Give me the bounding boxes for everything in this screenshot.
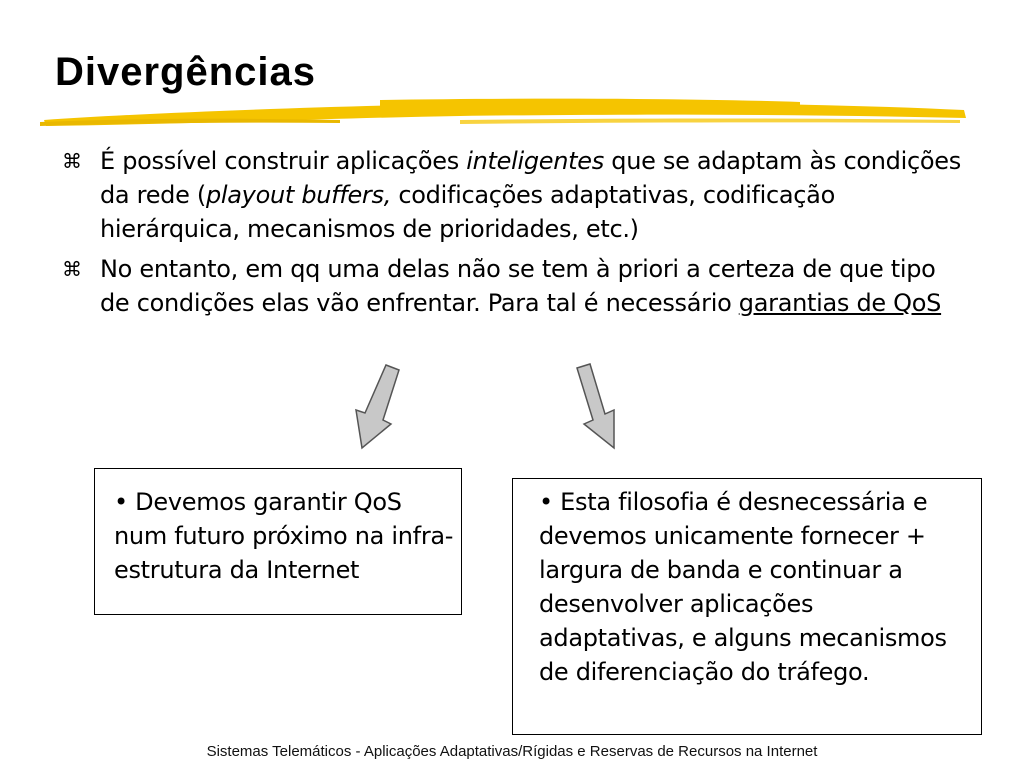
down-arrow-icon <box>574 362 624 452</box>
bullet-item <box>62 252 962 320</box>
bullet-text: codificações adaptativas, codificação hierárquica, mecanismos de prioridades, etc.) <box>100 181 835 243</box>
bullet-item <box>62 144 962 246</box>
bullet-text: É possível construir aplicações <box>100 147 467 175</box>
yellow-brush-stroke <box>40 96 970 136</box>
command-symbol-icon: ⌘ <box>62 149 82 173</box>
bandwidth-text: • Esta filosofia é desnecessária e devemos unicamente fornecer + largura de banda e continuar a desenvolver aplicações adaptativas, e alguns mecanismos de diferenciação do tráfego. <box>539 488 947 686</box>
bullet-emphasis: inteligentes <box>466 147 604 175</box>
command-symbol-icon: ⌘ <box>62 257 82 281</box>
qos-link[interactable]: garantias de QoS <box>738 289 942 317</box>
qos-now-box <box>94 468 462 615</box>
bandwidth-box <box>512 478 982 735</box>
slide-title: Divergências <box>55 50 317 94</box>
bullet-list <box>62 144 962 326</box>
slide-footer: Sistemas Telemáticos - Aplicações Adaptativas/Rígidas e Reservas de Recursos na Internet <box>206 743 818 760</box>
bullet-emphasis: playout buffers, <box>205 181 392 209</box>
bullet-text: No entanto, em qq uma delas não se tem à priori a certeza de que tipo de condições elas vão enfrentar. Para tal é necessário <box>100 255 936 317</box>
bullet-text: que se adaptam às condições da rede ( <box>100 147 961 209</box>
qos-now-text: • Devemos garantir QoS num futuro próximo na infra-estrutura da Internet <box>114 488 454 584</box>
down-arrow-icon <box>350 362 406 452</box>
